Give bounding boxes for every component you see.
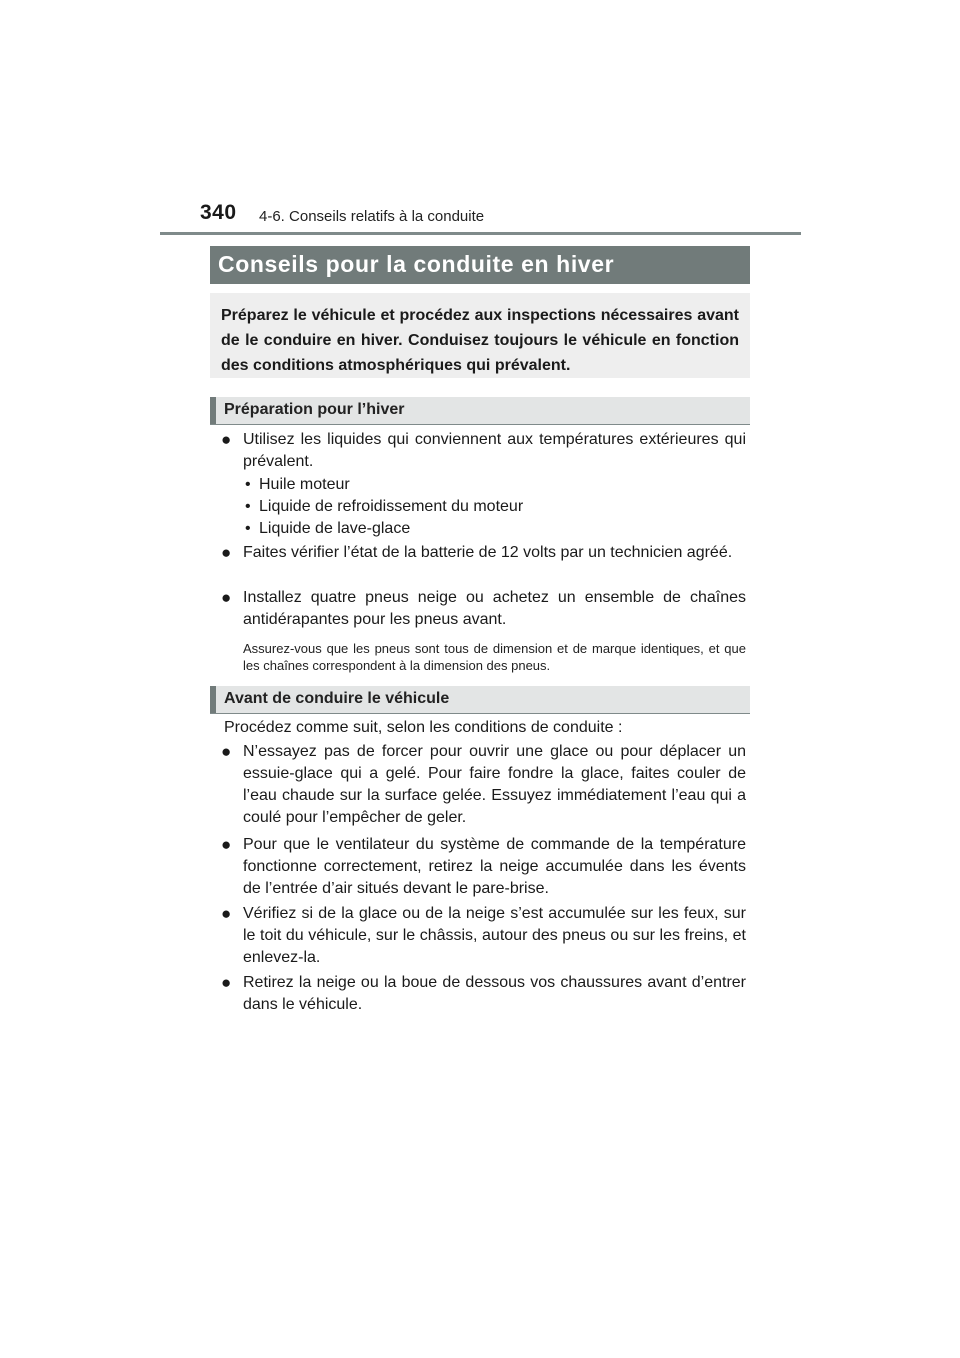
subheading-marker <box>210 397 216 424</box>
bullet-dot: ● <box>221 973 232 992</box>
sub-item-washer-fluid <box>245 518 410 540</box>
intro-text: Préparez le véhicule et procédez aux inspections nécessaires avant de le conduire en hiver. Conduisez toujours le véhicule en fonction des conditions atmosphériques qui prévalent. <box>221 307 739 374</box>
sub-item-text: Huile moteur <box>259 476 350 493</box>
bullet-snow-accumulation <box>221 903 746 969</box>
bullet-text: Installez quatre pneus neige ou achetez un ensemble de chaînes antidérapantes pour les pneus avant. <box>243 589 746 628</box>
header-rule <box>160 232 801 235</box>
bullet-shoes <box>221 972 746 1016</box>
bullet-air-vents <box>221 834 746 900</box>
subheading-winter-preparation <box>210 397 750 425</box>
page-number: 340 <box>200 201 237 224</box>
subheading-label: Avant de conduire le véhicule <box>224 690 450 707</box>
bullet-text: Utilisez les liquides qui conviennent aux températures extérieures qui prévalent. <box>243 431 746 470</box>
subheading-label: Préparation pour l’hiver <box>224 401 405 418</box>
bullet-dot: ● <box>221 904 232 923</box>
bullet-text: Retirez la neige ou la boue de dessous vos chaussures avant d’entrer dans le véhicule. <box>243 974 746 1013</box>
bullet-dot: ● <box>221 742 232 761</box>
page-title: Conseils pour la conduite en hiver <box>218 251 615 277</box>
lead-text: Procédez comme suit, selon les conditions de conduite : <box>224 719 623 736</box>
subheading-before-driving <box>210 686 750 714</box>
sub-bullet-dot: • <box>245 498 251 515</box>
sub-bullet-dot: • <box>245 520 251 537</box>
bullet-text: N’essayez pas de forcer pour ouvrir une glace ou pour déplacer un essuie-glace qui a gelé. Pour faire fondre la glace, faites couler de l’eau chaude sur la surface gelée. Essuyez immédiatement l’eau qui a coulé pour l’empêcher de geler. <box>243 743 746 826</box>
bullet-battery <box>221 542 746 564</box>
bullet-frozen-glass <box>221 741 746 829</box>
bullet-dot: ● <box>221 543 232 562</box>
bullet-fluids <box>221 429 746 473</box>
title-bar <box>210 246 750 284</box>
sub-bullet-dot: • <box>245 476 251 493</box>
intro-box <box>210 293 750 378</box>
bullet-text: Pour que le ventilateur du système de commande de la température fonctionne correctement, retirez la neige accumulée dans les évents de l’entrée d’air situés devant le pare-brise. <box>243 836 746 897</box>
tire-note: Assurez-vous que les pneus sont tous de dimension et de marque identiques, et que les chaînes correspondent à la dimension des pneus. <box>243 641 746 673</box>
sub-item-engine-oil <box>245 474 350 496</box>
bullet-dot: ● <box>221 588 232 607</box>
section-label: 4-6. Conseils relatifs à la conduite <box>259 208 485 225</box>
bullet-dot: ● <box>221 835 232 854</box>
sub-item-text: Liquide de lave-glace <box>259 520 411 537</box>
bullet-snow-tires <box>221 587 746 631</box>
sub-item-text: Liquide de refroidissement du moteur <box>259 498 524 515</box>
bullet-dot: ● <box>221 430 232 449</box>
sub-item-coolant <box>245 496 523 518</box>
bullet-text: Faites vérifier l’état de la batterie de 12 volts par un technicien agréé. <box>243 544 733 561</box>
subheading-marker <box>210 686 216 713</box>
bullet-text: Vérifiez si de la glace ou de la neige s’est accumulée sur les feux, sur le toit du véhicule, sur le châssis, autour des pneus ou sur les freins, et enlevez-la. <box>243 905 746 966</box>
